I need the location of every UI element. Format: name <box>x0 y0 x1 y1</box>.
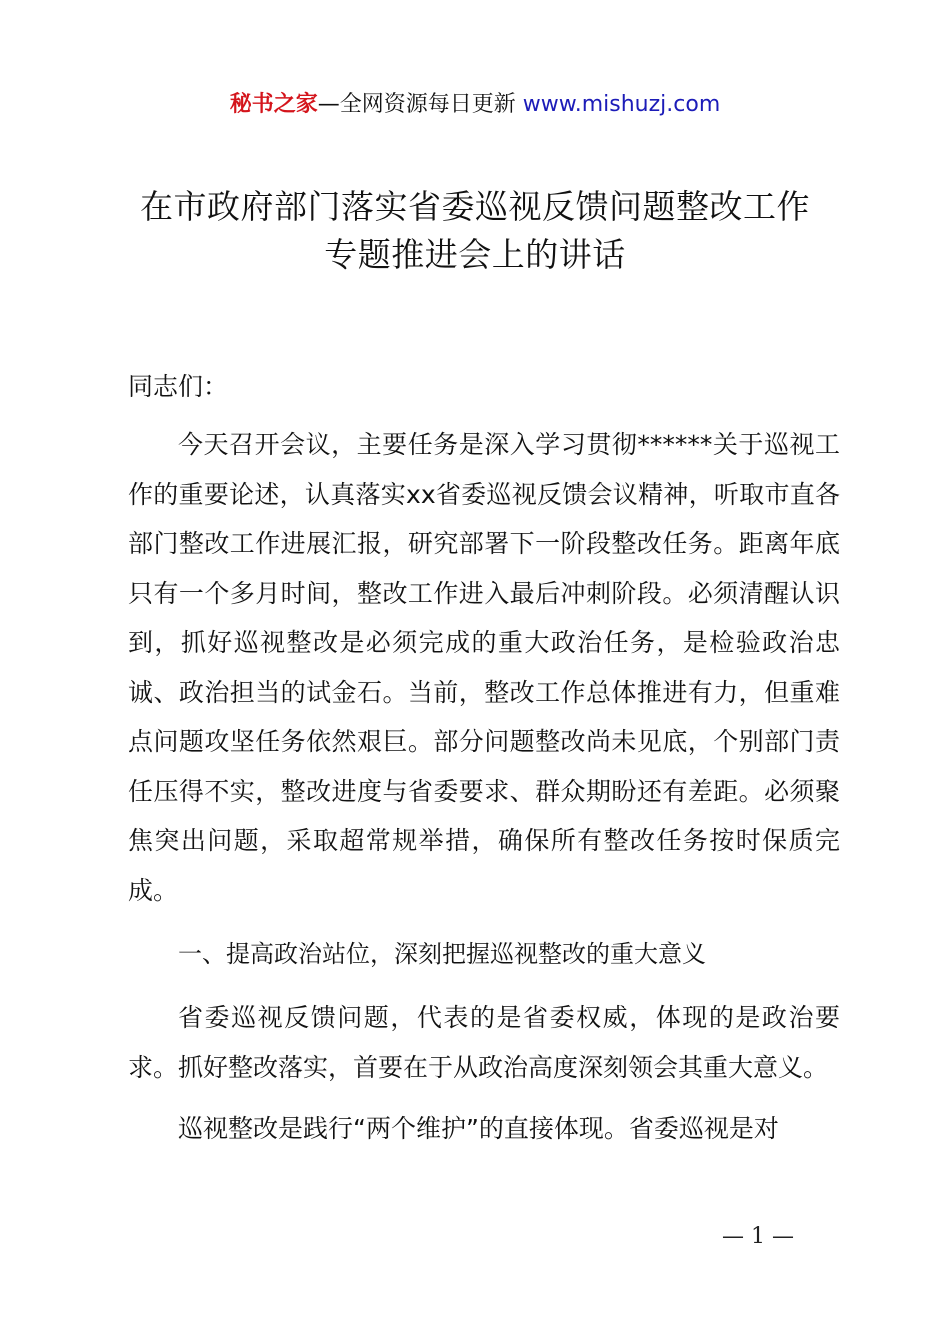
document-title <box>60 183 890 279</box>
brand-name: 秘书之家 <box>229 92 318 117</box>
paragraph-2: 省委巡视反馈问题，代表的是省委权威，体现的是政治要求。抓好整改落实，首要在于从政治高度深刻领会其重大意义。 <box>128 1003 840 1082</box>
title-line-1: 在市政府部门落实省委巡视反馈问题整改工作 <box>140 187 810 226</box>
paragraph-3: 巡视整改是践行“两个维护”的直接体现。省委巡视是对 <box>178 1114 779 1143</box>
paragraph-1: 今天召开会议，主要任务是深入学习贯彻******关于巡视工作的重要论述，认真落实xx省委巡视反馈会议精神，听取市直各部门整改工作进展汇报，研究部署下一阶段整改任务。距离年底只有一个多月时间，整改工作进入最后冲刺阶段。必须清醒认识到，抓好巡视整改是必须完成的重大政治任务，是检验政治忠诚、政治担当的试金石。当前，整改工作总体推进有力，但重难点问题攻坚任务依然艰巨。部分问题整改尚未见底，个别部门责任压得不实，整改进度与省委要求、群众期盼还有差距。必须聚焦突出问题，采取超常规举措，确保所有整改任务按时保质完成。 <box>128 430 840 905</box>
page-number: — 1 — <box>722 1224 794 1249</box>
section-heading-1: 一、提高政治站位，深刻把握巡视整改的重大意义 <box>178 940 706 968</box>
title-line-2: 专题推进会上的讲话 <box>324 235 626 274</box>
header-separator: — <box>317 92 340 117</box>
site-header <box>0 90 950 120</box>
salutation: 同志们： <box>128 372 229 401</box>
site-url-link[interactable]: www.mishuzj.com <box>522 92 721 117</box>
header-slogan: 全网资源每日更新 <box>339 92 516 117</box>
